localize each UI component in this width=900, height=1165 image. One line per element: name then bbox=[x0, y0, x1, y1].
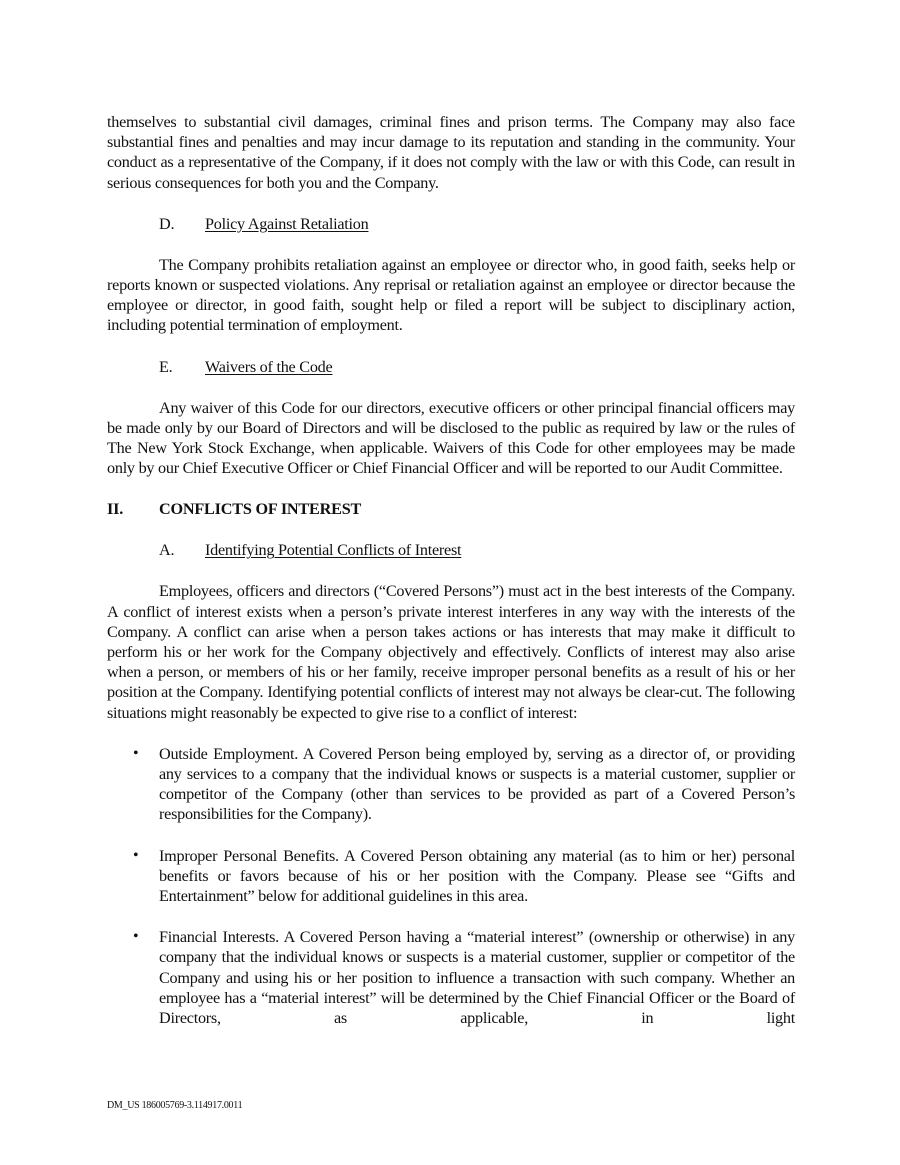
bullet-item-financial-interests bbox=[107, 927, 795, 1028]
paragraph-intro-continuation: themselves to substantial civil damages, criminal fines and prison terms. The Company may also face substantial fines and penalties and may incur damage to its reputation and standing in the community. Your conduct as a representative of the Company, if it does not comply with the law or with this Code, can result in serious consequences for both you and the Company. bbox=[107, 113, 795, 192]
subsection-title: Waivers of the Code bbox=[205, 357, 333, 376]
section-heading-conflicts bbox=[107, 499, 795, 519]
paragraph-retaliation: The Company prohibits retaliation against an employee or director who, in good faith, seeks help or reports known or suspected violations. Any reprisal or retaliation against an employee or director because the employee or director, in good faith, sought help or filed a report will be subject to disciplinary action, including potential termination of employment. bbox=[107, 255, 795, 335]
bullet-icon: • bbox=[133, 744, 139, 762]
bullet-item-outside-employment bbox=[107, 744, 795, 825]
bullet-text: Outside Employment. A Covered Person being employed by, serving as a director of, or providing any services to a company that the individual knows or suspects is a material customer, supplier or competitor of the Company (other than services to be provided as part of a Covered Person’s responsibilities for the Company). bbox=[159, 744, 795, 824]
paragraph-waivers: Any waiver of this Code for our directors, executive officers or other principal financial officers may be made only by our Board of Directors and will be disclosed to the public as required by law or the rules of The New York Stock Exchange, when applicable. Waivers of this Code for other employees may be made only by our Chief Executive Officer or Chief Financial Officer and will be reported to our Audit Committee. bbox=[107, 398, 795, 478]
bullet-icon: • bbox=[133, 928, 139, 946]
subsection-heading-e bbox=[107, 357, 795, 377]
bullet-text: Financial Interests. A Covered Person having a “material interest” (ownership or otherwise) in any company that the individual knows or suspects is a material customer, supplier or competitor of the Company and using his or her position to influence a transaction with such company. Whether an employee has a “material interest” will be determined by the Chief Financial Officer or the Board of Directors, as applicable, in light bbox=[159, 928, 795, 1028]
subsection-letter: A. bbox=[159, 541, 175, 560]
subsection-letter: E. bbox=[159, 357, 173, 376]
section-number: II. bbox=[107, 500, 124, 519]
subsection-title: Policy Against Retaliation bbox=[205, 214, 369, 233]
bullet-item-improper-benefits bbox=[107, 846, 795, 907]
subsection-letter: D. bbox=[159, 214, 175, 233]
paragraph-conflicts-intro: Employees, officers and directors (“Covered Persons”) must act in the best interests of the Company. A conflict of interest exists when a person’s private interest interferes in any way with the interests of the Company. A conflict can arise when a person takes actions or has interests that may make it difficult to perform his or her work for the Company objectively and effectively. Conflicts of interest may also arise when a person, or members of his or her family, receive improper personal benefits as a result of his or her position at the Company. Identifying potential conflicts of interest may not always be clear-cut. The following situations might reasonably be expected to give rise to a conflict of interest: bbox=[107, 582, 795, 722]
section-title: CONFLICTS OF INTEREST bbox=[159, 500, 362, 519]
subsection-heading-d bbox=[107, 214, 795, 234]
bullet-text: Improper Personal Benefits. A Covered Person obtaining any material (as to him or her) personal benefits or favors because of his or her position with the Company. Please see “Gifts and Entertainment” below for additional guidelines in this area. bbox=[159, 846, 795, 906]
subsection-title: Identifying Potential Conflicts of Interest bbox=[205, 541, 462, 560]
bullet-icon: • bbox=[133, 846, 139, 864]
document-page bbox=[107, 113, 795, 1028]
document-footer-id: DM_US 186005769-3.114917.0011 bbox=[107, 1100, 243, 1111]
subsection-heading-a bbox=[107, 540, 795, 560]
